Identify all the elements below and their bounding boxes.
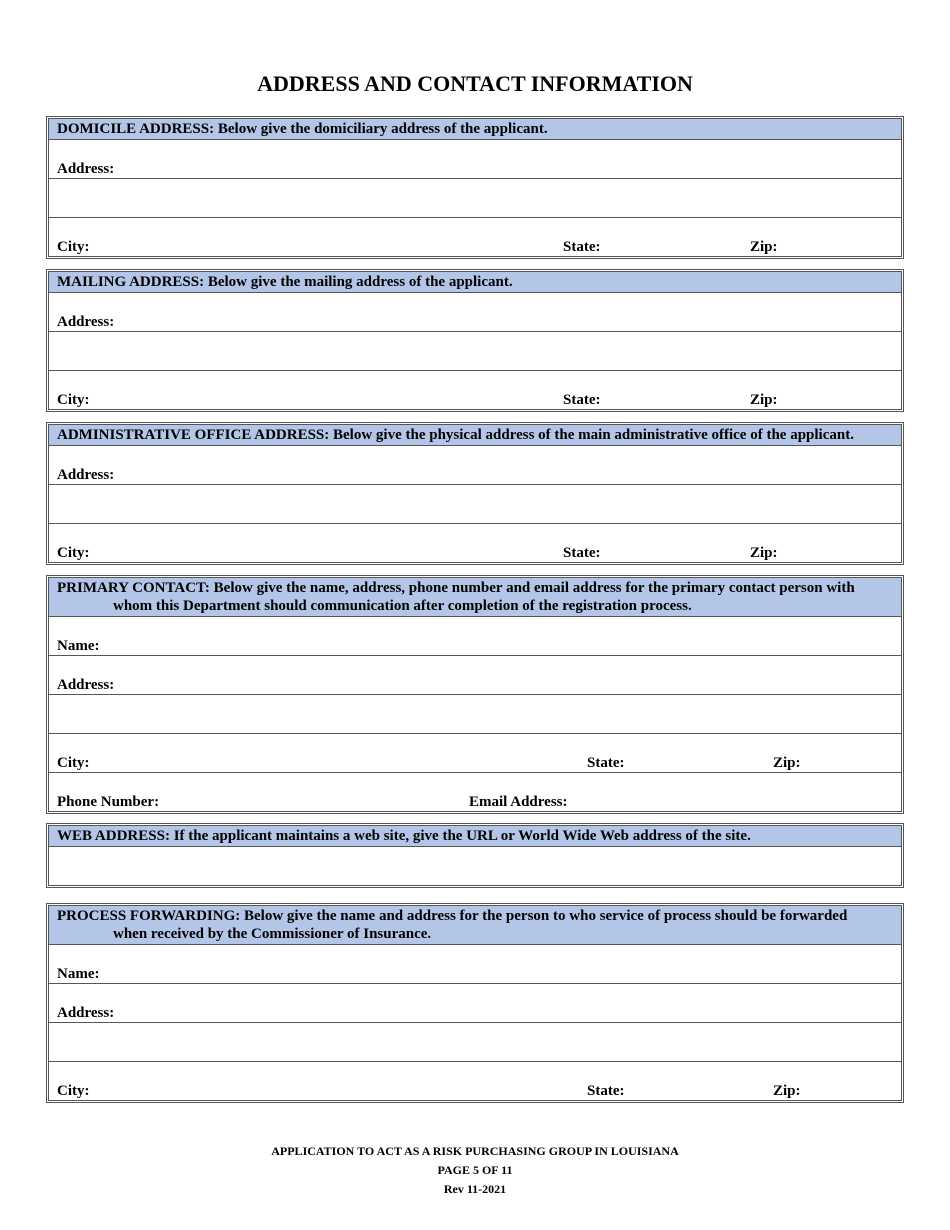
mailing-address-header: MAILING ADDRESS: Below give the mailing address of the applicant. xyxy=(49,272,901,293)
process-name-row[interactable] xyxy=(49,945,901,983)
zip-label: Zip: xyxy=(750,239,778,255)
city-label: City: xyxy=(57,1083,90,1099)
zip-label: Zip: xyxy=(773,755,801,771)
city-label: City: xyxy=(57,755,90,771)
mailing-city-row[interactable] xyxy=(49,370,901,409)
admin-city-row[interactable] xyxy=(49,523,901,562)
mailing-address-line-2[interactable] xyxy=(49,331,901,370)
state-label: State: xyxy=(587,755,625,771)
page-title: ADDRESS AND CONTACT INFORMATION xyxy=(257,71,693,96)
process-address-line-1[interactable] xyxy=(49,983,901,1022)
process-forwarding-section xyxy=(46,903,904,1103)
mailing-address-line-1[interactable] xyxy=(49,293,901,331)
email-label: Email Address: xyxy=(469,794,568,810)
admin-address-line-1[interactable] xyxy=(49,446,901,484)
domicile-address-line-1[interactable] xyxy=(49,140,901,178)
domicile-city-row[interactable] xyxy=(49,217,901,256)
primary-contact-header-line-2: whom this Department should communication after completion of the registration process. xyxy=(113,598,692,614)
primary-name-row[interactable] xyxy=(49,617,901,655)
web-address-input-row[interactable] xyxy=(49,847,901,885)
domicile-address-section xyxy=(46,116,904,259)
primary-contact-header-line-1: PRIMARY CONTACT: Below give the name, address, phone number and email address for the primary contact person with xyxy=(57,580,855,596)
city-label: City: xyxy=(57,392,90,408)
process-forwarding-header-line-1: PROCESS FORWARDING: Below give the name and address for the person to who service of process should be forwarded xyxy=(57,908,848,924)
zip-label: Zip: xyxy=(750,392,778,408)
zip-label: Zip: xyxy=(773,1083,801,1099)
state-label: State: xyxy=(563,392,601,408)
process-city-row[interactable] xyxy=(49,1061,901,1100)
domicile-address-header: DOMICILE ADDRESS: Below give the domiciliary address of the applicant. xyxy=(49,119,901,140)
phone-label: Phone Number: xyxy=(57,794,160,810)
zip-label: Zip: xyxy=(750,545,778,561)
domicile-address-line-2[interactable] xyxy=(49,178,901,217)
address-label: Address: xyxy=(57,1005,115,1021)
process-forwarding-header-line-2: when received by the Commissioner of Insurance. xyxy=(113,926,432,942)
state-label: State: xyxy=(587,1083,625,1099)
admin-address-line-2[interactable] xyxy=(49,484,901,523)
web-address-header: WEB ADDRESS: If the applicant maintains a web site, give the URL or World Wide Web address of the site. xyxy=(49,826,901,847)
address-label: Address: xyxy=(57,161,115,177)
web-address-section xyxy=(46,823,904,888)
name-label: Name: xyxy=(57,638,100,654)
primary-city-row[interactable] xyxy=(49,733,901,772)
city-label: City: xyxy=(57,239,90,255)
primary-phone-email-row[interactable] xyxy=(49,772,901,811)
state-label: State: xyxy=(563,239,601,255)
city-label: City: xyxy=(57,545,90,561)
primary-address-line-1[interactable] xyxy=(49,655,901,694)
primary-address-line-2[interactable] xyxy=(49,694,901,733)
footer-title: APPLICATION TO ACT AS A RISK PURCHASING GROUP IN LOUISIANA xyxy=(271,1144,679,1158)
name-label: Name: xyxy=(57,966,100,982)
footer-page-number: PAGE 5 OF 11 xyxy=(437,1163,513,1177)
mailing-address-section xyxy=(46,269,904,412)
process-forwarding-header xyxy=(49,906,901,945)
primary-contact-section xyxy=(46,575,904,814)
address-label: Address: xyxy=(57,677,115,693)
process-address-line-2[interactable] xyxy=(49,1022,901,1061)
state-label: State: xyxy=(563,545,601,561)
admin-office-header: ADMINISTRATIVE OFFICE ADDRESS: Below give the physical address of the main administrative office of the applicant. xyxy=(49,425,901,446)
admin-office-section xyxy=(46,422,904,565)
address-label: Address: xyxy=(57,314,115,330)
footer-revision: Rev 11-2021 xyxy=(443,1182,507,1196)
primary-contact-header xyxy=(49,578,901,617)
address-label: Address: xyxy=(57,467,115,483)
